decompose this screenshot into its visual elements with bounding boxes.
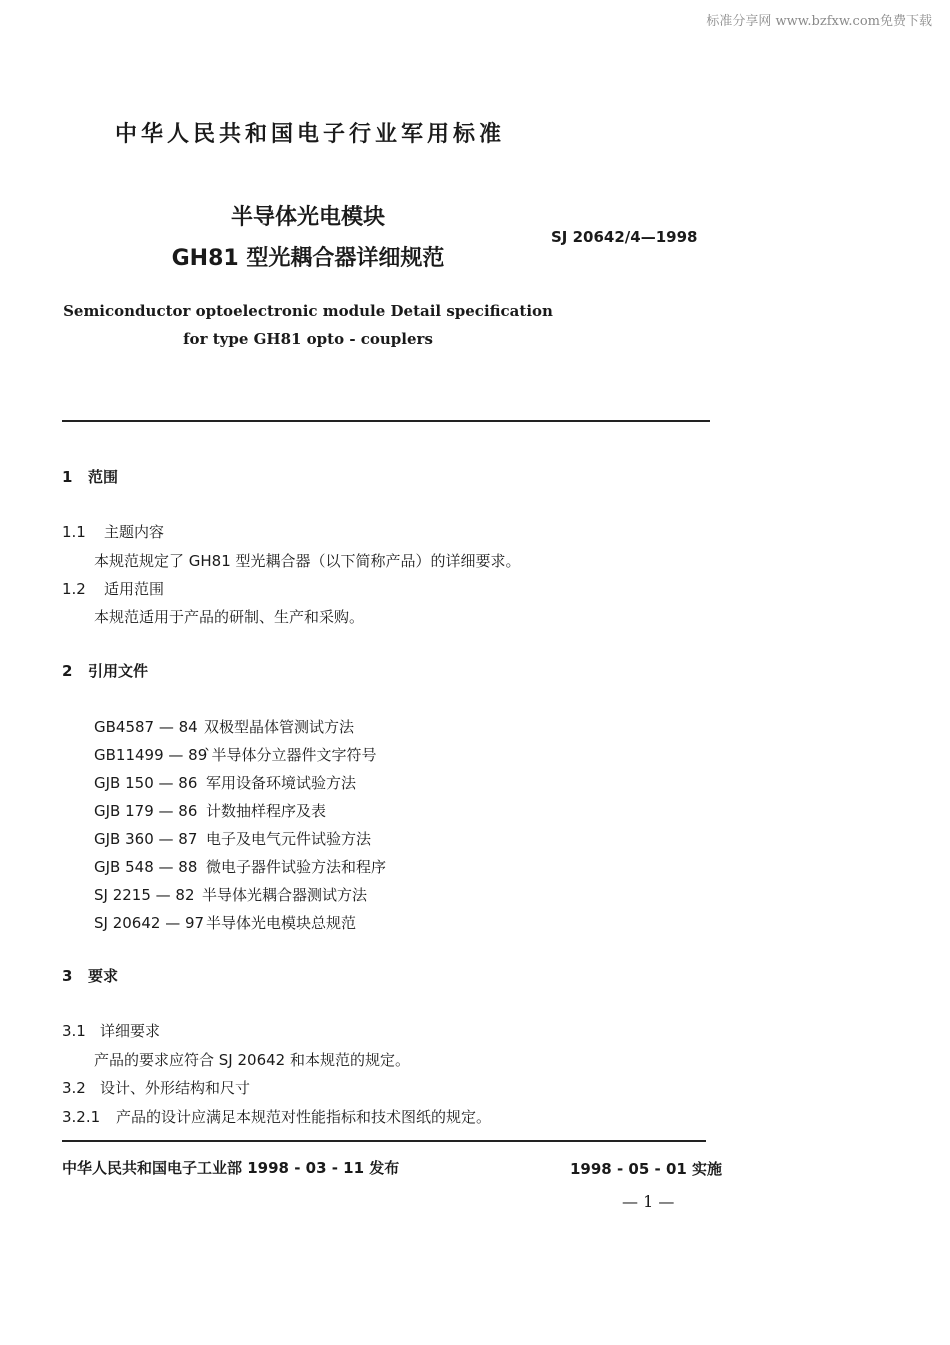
- reference-code: GB11499 — 89: [94, 746, 208, 764]
- section-number: 3.2.1: [62, 1108, 101, 1126]
- section-1-2-heading: [62, 578, 164, 599]
- section-3-2-heading: [62, 1077, 250, 1098]
- section-number: 3.2: [62, 1079, 86, 1097]
- standard-number: SJ 20642/4—1998: [551, 228, 698, 246]
- reference-code: SJ 20642 — 97: [94, 914, 205, 932]
- reference-item: [94, 856, 386, 877]
- section-1-1-body: 本规范规定了 GH81 型光耦合器（以下简称产品）的详细要求。: [94, 552, 521, 570]
- reference-title: 军用设备环境试验方法: [206, 774, 357, 792]
- reference-title: 电子及电气元件试验方法: [206, 830, 372, 848]
- section-1-1-heading: [62, 521, 164, 542]
- title-en-line2: for type GH81 opto - couplers: [183, 330, 433, 348]
- issue-date: 中华人民共和国电子工业部 1998 - 03 - 11 发布: [62, 1159, 400, 1177]
- reference-item: [94, 744, 377, 765]
- header-divider: [62, 420, 710, 422]
- section-title: 引用文件: [88, 662, 149, 680]
- reference-title: 双极型晶体管测试方法: [204, 718, 355, 736]
- section-number: 2: [62, 662, 73, 680]
- title-cn-line1: 半导体光电模块: [230, 205, 385, 230]
- section-3-heading: [62, 965, 118, 986]
- standard-body-heading: 中华人民共和国电子行业军用标准: [115, 122, 506, 147]
- page-number: — 1 —: [622, 1192, 675, 1211]
- footer-divider: [62, 1140, 706, 1142]
- section-number: 1: [62, 468, 73, 486]
- reference-code: GJB 179 — 86: [94, 802, 198, 820]
- section-3-2-1-heading: [62, 1106, 491, 1127]
- title-en-line1: Semiconductor optoelectronic module Detail specification: [63, 302, 553, 320]
- effective-date: 1998 - 05 - 01 实施: [570, 1160, 723, 1178]
- reference-title: 半导体光耦合器测试方法: [202, 886, 368, 904]
- watermark-text: 标准分享网 www.bzfxw.com免费下载: [706, 14, 932, 29]
- reference-title: 半导体光电模块总规范: [206, 914, 357, 932]
- section-number: 3: [62, 967, 73, 985]
- section-1-2-body: 本规范适用于产品的研制、生产和采购。: [94, 608, 365, 626]
- reference-item: [94, 884, 367, 905]
- reference-code: SJ 2215 — 82: [94, 886, 195, 904]
- reference-code: GB4587 — 84: [94, 718, 198, 736]
- section-3-1-body: 产品的要求应符合 SJ 20642 和本规范的规定。: [94, 1051, 410, 1069]
- section-title: 主题内容: [104, 523, 165, 541]
- section-1-heading: [62, 466, 118, 487]
- section-title: 要求: [88, 967, 119, 985]
- section-number: 1.2: [62, 580, 86, 598]
- section-title: 范围: [88, 468, 119, 486]
- section-title: 设计、外形结构和尺寸: [100, 1079, 251, 1097]
- reference-item: [94, 800, 326, 821]
- section-title: 适用范围: [104, 580, 165, 598]
- section-title: 详细要求: [100, 1022, 161, 1040]
- reference-title: 微电子器件试验方法和程序: [206, 858, 387, 876]
- reference-code: GJB 150 — 86: [94, 774, 198, 792]
- reference-title: 计数抽样程序及表: [206, 802, 327, 820]
- reference-item: [94, 716, 354, 737]
- section-3-1-heading: [62, 1020, 160, 1041]
- reference-title: `半导体分立器件文字符号: [204, 746, 377, 764]
- reference-item: [94, 912, 356, 933]
- section-2-heading: [62, 660, 148, 681]
- section-title: 产品的设计应满足本规范对性能指标和技术图纸的规定。: [116, 1108, 492, 1126]
- section-number: 3.1: [62, 1022, 86, 1040]
- title-cn-line2: GH81 型光耦合器详细规范: [171, 246, 445, 271]
- reference-code: GJB 360 — 87: [94, 830, 198, 848]
- section-number: 1.1: [62, 523, 86, 541]
- reference-code: GJB 548 — 88: [94, 858, 198, 876]
- reference-item: [94, 828, 371, 849]
- reference-item: [94, 772, 356, 793]
